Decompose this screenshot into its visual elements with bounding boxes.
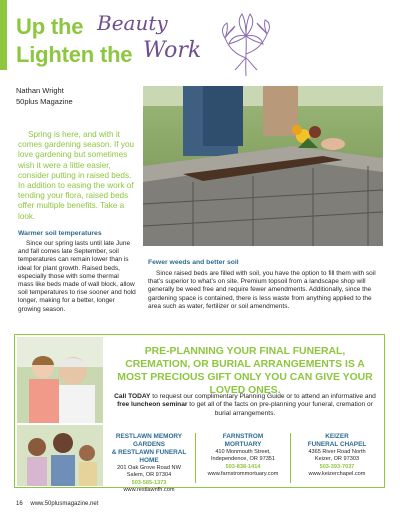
title-accent-bar (0, 0, 7, 70)
raised-bed-photo (143, 86, 383, 246)
footer-website[interactable]: www.50plusmagazine.net (30, 501, 99, 507)
pull-quote (18, 130, 136, 222)
location-address: 410 Monmouth Street, (215, 449, 271, 455)
article-title-script2: Work (143, 38, 202, 63)
location-name-line2: FUNERAL CHAPEL (307, 441, 367, 448)
location-phone[interactable]: 503-585-1373 (131, 479, 167, 486)
location-name-line1: KEIZER (325, 433, 349, 440)
location-phone[interactable]: 503-393-7037 (319, 463, 355, 470)
location-restlawn (103, 433, 195, 495)
location-name-line2: & RESTLAWN FUNERAL HOME (111, 449, 187, 464)
funeral-planning-ad (14, 334, 385, 494)
ad-photo-family (17, 425, 103, 486)
location-address: 201 Oak Grove Road NW (117, 465, 181, 471)
ad-body (111, 393, 379, 418)
location-address: 4365 River Road North (308, 449, 366, 455)
location-city: Salem, OR 97304 (126, 472, 172, 479)
location-city: Independence, OR 97351 (210, 456, 276, 463)
ad-headline: PRE-PLANNING YOUR FINAL FUNERAL, CREMATION, OR BURIAL ARRANGEMENTS IS A MOST PRECIOUS GIFT ONLY YOU CAN GIVE YOUR LOVED ONES. (117, 346, 373, 396)
location-name-line1: RESTLAWN MEMORY GARDENS (115, 433, 183, 448)
page-number: 16 (16, 501, 23, 507)
location-name-line1: FARNSTROM (222, 433, 264, 440)
location-website[interactable]: www.restlawnfh.com (123, 487, 175, 494)
author-name: Nathan Wright (16, 86, 64, 95)
location-website[interactable]: www.keizerchapel.com (308, 471, 366, 478)
pull-quote-text: Spring is here, and with it comes gardening season. If you love gardening but sometimes wish it were a little easier, consider putting in raised beds. In addition to easing the work of tending your flora, raised beds offer multiple benefits. Take a look. (18, 130, 135, 221)
location-name-line2: MORTUARY (224, 441, 262, 448)
article-title-line2: Lighten the (16, 42, 133, 67)
ad-body-part2: to get all of the facts on pre-planning your funeral, cremation or burial arrangements. (187, 401, 373, 417)
section1-paragraph: Since our spring lasts until late June and fall comes late September, soil temperatures can remain lower than is ideal for plant growth. Raised beds, especially those with some thermal mass like beds made of wall block, allow soil temperatures to rise sooner and hold longer, making for a better, longer growing season. (18, 240, 136, 313)
section2-paragraph: Since raised beds are filled with soil, you have the option to fill them with soil that’s superior to what’s on site. Premium topsoil from a landscape shop will generally be weed free and require fewer amendments. Additionally, since the gardening space is contained, there is less waste from anything applied to the area such as water, fertilizer or soil amendments. (148, 270, 376, 310)
section-heading-fewer-weeds: Fewer weeds and better soil (148, 259, 239, 266)
page-footer (16, 501, 98, 507)
ad-body-part1: to request our complimentary Planning Guide or to attend an informative and (150, 393, 376, 400)
article-title-line1: Up the (16, 14, 84, 39)
article-title-script1: Beauty (97, 11, 168, 35)
location-phone[interactable]: 503-838-1414 (225, 463, 261, 470)
location-website[interactable]: www.farnstrommortuary.com (207, 471, 279, 478)
section-heading-warmer-soil: Warmer soil temperatures (18, 230, 102, 237)
iris-flower-illustration (215, 8, 277, 78)
publication-name: 50plus Magazine (16, 97, 73, 106)
location-farnstrom (195, 433, 291, 483)
byline (16, 85, 73, 107)
ad-photo-grandparents (17, 337, 103, 423)
ad-luncheon-seminar: free luncheon seminar (117, 401, 188, 409)
section-body-fewer-weeds (148, 270, 386, 311)
section-body-warmer-soil (18, 240, 136, 314)
ad-call-today: Call TODAY (114, 393, 151, 400)
location-keizer (291, 433, 383, 479)
location-city: Keizer, OR 97303 (314, 456, 360, 463)
